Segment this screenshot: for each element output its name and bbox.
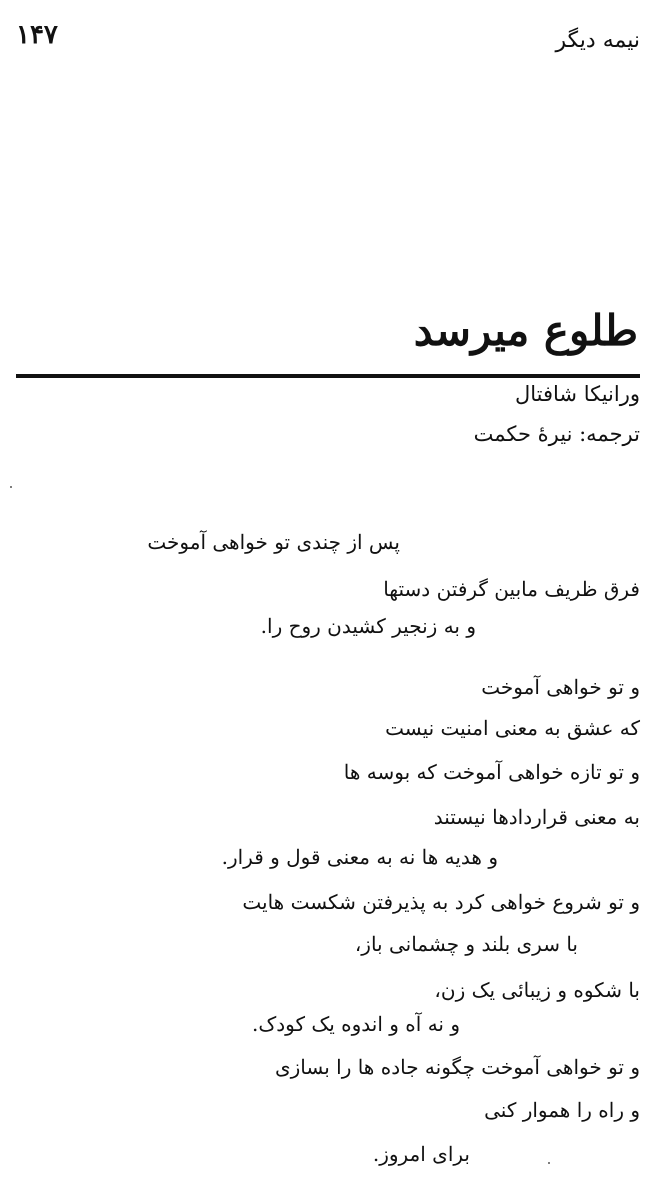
poem-title: طلوع میرسد <box>413 306 638 355</box>
poem-translator: ترجمه: نیرهٔ حکمت <box>473 422 640 446</box>
poem-line: فرق ظریف مابین گرفتن دستها <box>383 577 640 601</box>
poem-line: و تو تازه خواهی آموخت که بوسه ها <box>343 760 640 784</box>
poem-line: با سری بلند و چشمانی باز، <box>354 932 578 956</box>
poem-line: و به زنجیر کشیدن روح را. <box>260 614 476 638</box>
poem-line: و تو خواهی آموخت چگونه جاده ها را بسازی <box>274 1055 640 1079</box>
poem-line: و هدیه ها نه به معنی قول و قرار. <box>221 845 498 869</box>
poem-line: و راه را هموار کنی <box>484 1098 640 1122</box>
poem-line: و نه آه و اندوه یک کودک. <box>251 1012 460 1036</box>
poem-line: به معنی قراردادها نیستند <box>433 805 640 829</box>
poem-line: که عشق به معنی امنیت نیست <box>385 716 640 740</box>
scan-speck <box>548 1162 550 1164</box>
running-header-title: نیمه دیگر <box>555 28 640 53</box>
title-divider <box>16 374 640 378</box>
scan-speck <box>10 486 12 488</box>
page-number: ۱۴۷ <box>16 20 58 50</box>
poem-line: و تو شروع خواهی کرد به پذیرفتن شکست هایت <box>242 890 640 914</box>
poem-line: با شکوه و زیبائی یک زن، <box>434 978 640 1002</box>
poem-line: پس از چندی تو خواهی آموخت <box>147 530 400 554</box>
poem-line: برای امروز. <box>372 1142 470 1166</box>
poem-line: و تو خواهی آموخت <box>481 675 640 699</box>
poem-author: ورانیکا شافتال <box>515 382 640 406</box>
